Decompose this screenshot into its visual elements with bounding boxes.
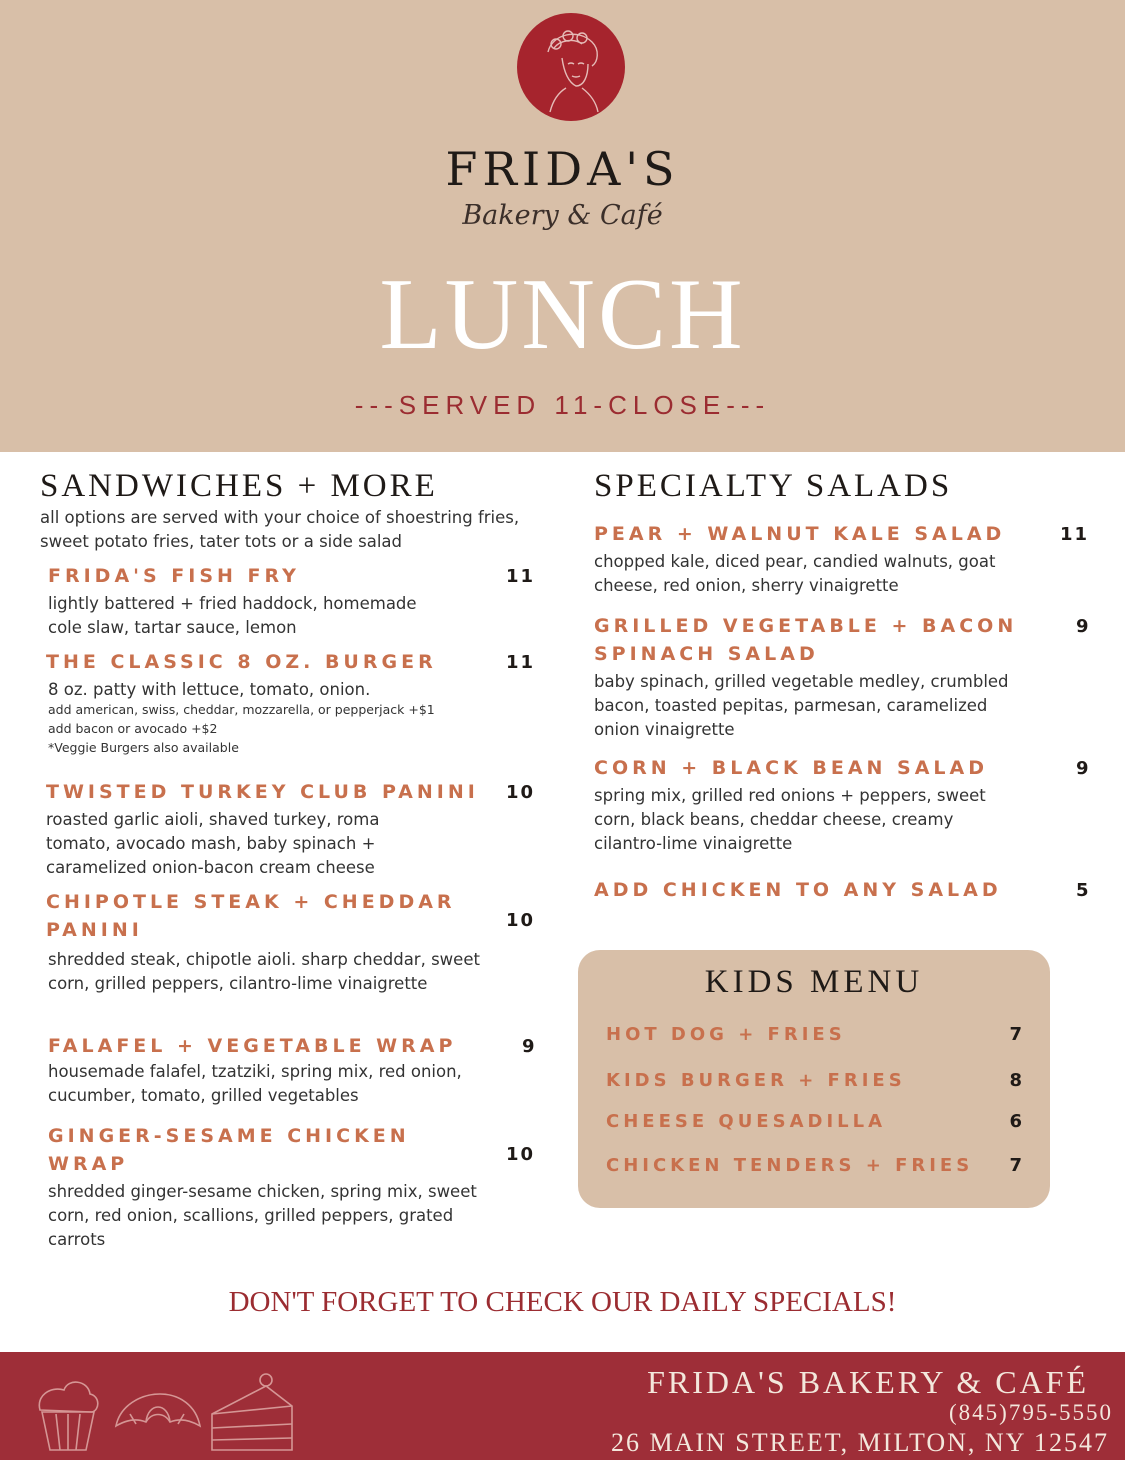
bakery-icons [30,1366,300,1454]
kids-menu-box [578,950,1050,1208]
item-name: FRIDA'S FISH FRY [48,565,300,587]
item-description: housemade falafel, tzatziki, spring mix, red onion, cucumber, tomato, grilled vegetables [48,1062,462,1105]
item-price: 9 [522,1036,537,1057]
kids-item [606,1024,1022,1052]
item-description: lightly battered + fried haddock, homemade cole slaw, tartar sauce, lemon [48,594,417,637]
croissant-icon [116,1394,200,1426]
kids-item [606,1155,1022,1183]
item-description: 8 oz. patty with lettuce, tomato, onion. [48,680,371,699]
served-hours: ---SERVED 11-CLOSE--- [354,390,771,420]
kids-item-price: 7 [1009,1024,1022,1045]
item-price: 11 [506,566,536,587]
kids-item-price: 7 [1009,1155,1022,1176]
cupcake-icon [39,1382,97,1450]
kids-item [606,1070,1022,1098]
menu-title: LUNCH [379,258,746,371]
item-price: 9 [1076,616,1091,637]
kids-item-price: 8 [1009,1070,1022,1091]
item-name: PEAR + WALNUT KALE SALAD [594,523,1006,545]
footer [0,1352,1125,1460]
kids-item-name: CHICKEN TENDERS + FRIES [606,1155,974,1176]
kids-menu-title: KIDS MENU [704,964,924,1000]
item-description: chopped kale, diced pear, candied walnuts, goat cheese, red onion, sherry vinaigrette [594,552,996,595]
brand-subtitle: Bakery & Café [462,200,663,231]
item-price: 10 [506,910,536,931]
item-price: 9 [1076,758,1091,779]
kids-item-name: HOT DOG + FRIES [606,1024,846,1045]
item-name: GINGER-SESAME CHICKEN WRAP [48,1125,410,1175]
menu-header [0,0,1125,452]
item-description: shredded steak, chipotle aioli. sharp cheddar, sweet corn, grilled peppers, cilantro-lime vinaigrette [48,950,480,993]
item-description: shredded ginger-sesame chicken, spring mix, sweet corn, red onion, scallions, grilled peppers, grated carrots [48,1182,477,1249]
item-description: baby spinach, grilled vegetable medley, crumbled bacon, toasted pepitas, parmesan, caramelized onion vinaigrette [594,672,1009,739]
item-name: TWISTED TURKEY CLUB PANINI [46,781,479,803]
daily-specials-note: DON'T FORGET TO CHECK OUR DAILY SPECIALS! [228,1286,897,1318]
footer-address: 26 MAIN STREET, MILTON, NY 12547 [610,1428,1109,1457]
brand-name: FRIDA'S [445,142,680,196]
item-name: FALAFEL + VEGETABLE WRAP [48,1035,457,1057]
kids-item-name: KIDS BURGER + FRIES [606,1070,906,1091]
sandwiches-title: SANDWICHES + MORE [40,468,438,504]
item-note: *Veggie Burgers also available [48,740,239,755]
footer-business-name: FRIDA'S BAKERY & CAFÉ [647,1364,1089,1400]
item-description: roasted garlic aioli, shaved turkey, roma tomato, avocado mash, baby spinach + caramelized onion-bacon cream cheese [46,810,380,877]
item-addon: add american, swiss, cheddar, mozzarella, or pepperjack +$1 [48,702,435,717]
cake-slice-icon [212,1374,292,1450]
item-name: CORN + BLACK BEAN SALAD [594,757,989,779]
item-description: spring mix, grilled red onions + peppers, sweet corn, black beans, cheddar cheese, creamy cilantro-lime vinaigrette [594,786,986,853]
item-price: 10 [506,782,536,803]
item-price: 5 [1076,880,1091,901]
item-price: 11 [506,652,536,673]
frida-portrait-logo-icon [516,12,626,122]
item-name: ADD CHICKEN TO ANY SALAD [594,879,1002,901]
item-price: 11 [1060,524,1090,545]
kids-item [606,1111,1022,1139]
kids-item-name: CHEESE QUESADILLA [606,1111,887,1132]
item-name: CHIPOTLE STEAK + CHEDDAR PANINI [46,891,456,941]
item-name: THE CLASSIC 8 OZ. BURGER [46,651,437,673]
item-name: GRILLED VEGETABLE + BACON SPINACH SALAD [594,615,1018,665]
item-price: 10 [506,1144,536,1165]
item-addon: add bacon or avocado +$2 [48,721,218,736]
footer-phone: (845)795-5550 [949,1400,1113,1425]
salads-title: SPECIALTY SALADS [594,468,953,504]
kids-item-price: 6 [1009,1111,1022,1132]
sandwiches-note: all options are served with your choice of shoestring fries, sweet potato fries, tater tots or a side salad [40,508,520,551]
